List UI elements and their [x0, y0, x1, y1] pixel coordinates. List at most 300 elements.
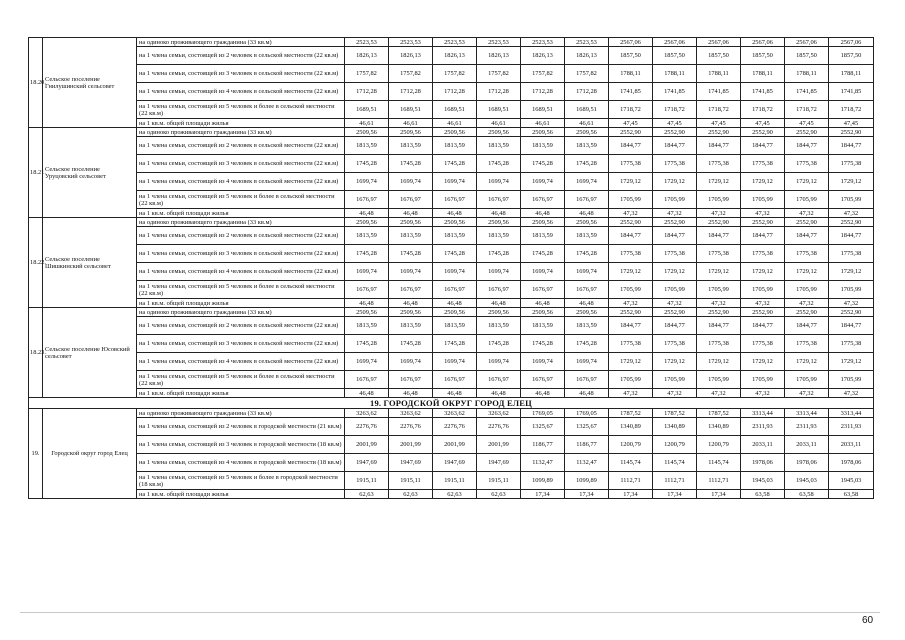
value-cell: 1676,97 — [565, 191, 609, 209]
value-cell: 1705,99 — [785, 371, 829, 389]
value-cell: 1099,89 — [565, 472, 609, 490]
value-cell: 1844,77 — [653, 137, 697, 155]
value-cell: 2276,76 — [433, 418, 477, 436]
value-cell: 1689,51 — [521, 101, 565, 119]
value-cell: 3313,44 — [785, 409, 829, 418]
value-cell: 1775,38 — [785, 335, 829, 353]
value-cell: 47,32 — [741, 209, 785, 218]
value-cell: 47,45 — [741, 119, 785, 128]
value-cell: 1775,38 — [653, 335, 697, 353]
value-cell: 1787,52 — [653, 409, 697, 418]
value-cell: 2509,56 — [389, 218, 433, 227]
value-cell: 1705,99 — [697, 371, 741, 389]
value-cell: 2552,90 — [653, 308, 697, 317]
value-cell: 1844,77 — [741, 317, 785, 335]
value-cell: 47,45 — [785, 119, 829, 128]
row-description: на 1 члена семьи, состоящей из 3 человек в сельской местности (22 кв.м) — [137, 245, 345, 263]
value-cell: 46,61 — [345, 119, 389, 128]
value-cell: 1745,28 — [565, 245, 609, 263]
row-description: на 1 кв.м. общей площади жилья — [137, 490, 345, 499]
value-cell: 1741,85 — [609, 83, 653, 101]
table-row — [29, 317, 874, 335]
value-cell: 47,32 — [697, 209, 741, 218]
table-row — [29, 436, 874, 454]
table-row — [29, 83, 874, 101]
row-description: на 1 члена семьи, состоящей из 2 человек в сельской местности (22 кв.м) — [137, 317, 345, 335]
value-cell: 2552,90 — [609, 218, 653, 227]
value-cell: 1729,12 — [653, 263, 697, 281]
value-cell: 1741,85 — [785, 83, 829, 101]
value-cell: 2523,53 — [433, 38, 477, 47]
value-cell: 2523,53 — [521, 38, 565, 47]
value-cell: 1915,11 — [433, 472, 477, 490]
row-description: на одиноко проживающего гражданина (33 кв.м) — [137, 218, 345, 227]
value-cell: 47,45 — [697, 119, 741, 128]
value-cell: 17,34 — [565, 490, 609, 499]
value-cell: 1699,74 — [345, 353, 389, 371]
value-cell: 1676,97 — [477, 371, 521, 389]
value-cell: 1132,47 — [521, 454, 565, 472]
section-heading: 19. ГОРОДСКОЙ ОКРУГ ГОРОД ЕЛЕЦ — [29, 398, 874, 409]
value-cell: 1775,38 — [697, 245, 741, 263]
row-description: на 1 члена семьи, состоящей из 5 человек и более в сельской местности (22 кв.м) — [137, 101, 345, 119]
table-row — [29, 191, 874, 209]
value-cell: 47,32 — [653, 299, 697, 308]
row-description: на 1 члена семьи, состоящей из 2 человек в сельской местности (22 кв.м) — [137, 137, 345, 155]
value-cell: 46,48 — [477, 389, 521, 398]
value-cell: 1186,77 — [565, 436, 609, 454]
value-cell: 1340,89 — [653, 418, 697, 436]
value-cell: 2509,56 — [389, 128, 433, 137]
value-cell: 1857,50 — [609, 47, 653, 65]
table-row — [29, 472, 874, 490]
value-cell: 1745,28 — [565, 335, 609, 353]
value-cell: 1705,99 — [653, 371, 697, 389]
value-cell: 1826,13 — [389, 47, 433, 65]
value-cell: 2552,90 — [697, 128, 741, 137]
value-cell: 1769,05 — [565, 409, 609, 418]
value-cell: 1325,67 — [521, 418, 565, 436]
value-cell: 1712,28 — [433, 83, 477, 101]
row-description: на одиноко проживающего гражданина (33 кв.м) — [137, 38, 345, 47]
value-cell: 2509,56 — [477, 308, 521, 317]
value-cell: 1729,12 — [697, 353, 741, 371]
value-cell: 46,61 — [477, 119, 521, 128]
value-cell: 1915,11 — [477, 472, 521, 490]
value-cell: 1699,74 — [477, 263, 521, 281]
value-cell: 1844,77 — [829, 317, 874, 335]
value-cell: 2552,90 — [697, 308, 741, 317]
table-row — [29, 227, 874, 245]
value-cell: 1813,59 — [345, 227, 389, 245]
value-cell: 1775,38 — [741, 245, 785, 263]
value-cell: 1676,97 — [389, 191, 433, 209]
row-description: на 1 члена семьи, состоящей из 4 человек в сельской местности (22 кв.м) — [137, 263, 345, 281]
value-cell: 1745,28 — [345, 335, 389, 353]
value-cell: 1813,59 — [433, 227, 477, 245]
value-cell: 1705,99 — [741, 281, 785, 299]
value-cell: 1745,28 — [433, 335, 477, 353]
row-description: на 1 члена семьи, состоящей из 5 человек и более в сельской местности (22 кв.м) — [137, 191, 345, 209]
table-row — [29, 371, 874, 389]
row-description: на 1 кв.м. общей площади жилья — [137, 119, 345, 128]
value-cell: 3263,62 — [477, 409, 521, 418]
value-cell: 1718,72 — [741, 101, 785, 119]
value-cell: 1813,59 — [389, 137, 433, 155]
value-cell: 1757,82 — [389, 65, 433, 83]
value-cell: 2509,56 — [433, 128, 477, 137]
value-cell: 1813,59 — [389, 227, 433, 245]
value-cell: 47,32 — [697, 299, 741, 308]
value-cell: 1757,82 — [433, 65, 477, 83]
value-cell: 1676,97 — [389, 371, 433, 389]
row-description: на одиноко проживающего гражданина (33 кв.м) — [137, 308, 345, 317]
value-cell: 1200,79 — [697, 436, 741, 454]
value-cell: 1915,11 — [345, 472, 389, 490]
value-cell: 1813,59 — [477, 317, 521, 335]
value-cell: 1813,59 — [477, 137, 521, 155]
value-cell: 2567,06 — [785, 38, 829, 47]
value-cell: 1186,77 — [521, 436, 565, 454]
value-cell: 1788,11 — [785, 65, 829, 83]
value-cell: 46,48 — [433, 299, 477, 308]
value-cell: 1745,28 — [477, 155, 521, 173]
value-cell: 1787,52 — [609, 409, 653, 418]
table-row — [29, 209, 874, 218]
value-cell: 2001,99 — [433, 436, 477, 454]
value-cell: 1813,59 — [477, 227, 521, 245]
value-cell: 3263,62 — [433, 409, 477, 418]
table-row — [29, 155, 874, 173]
value-cell: 62,63 — [433, 490, 477, 499]
section-number: 19. — [29, 409, 43, 499]
value-cell: 1729,12 — [653, 173, 697, 191]
value-cell: 1729,12 — [609, 173, 653, 191]
value-cell: 1945,03 — [741, 472, 785, 490]
value-cell: 1132,47 — [565, 454, 609, 472]
value-cell: 1676,97 — [345, 371, 389, 389]
value-cell: 17,34 — [697, 490, 741, 499]
table-row — [29, 299, 874, 308]
value-cell: 2523,53 — [477, 38, 521, 47]
value-cell: 1775,38 — [609, 155, 653, 173]
table-row — [29, 65, 874, 83]
value-cell: 46,48 — [521, 389, 565, 398]
value-cell: 2001,99 — [477, 436, 521, 454]
value-cell: 1676,97 — [477, 281, 521, 299]
table-row — [29, 38, 874, 47]
value-cell: 2552,90 — [697, 218, 741, 227]
section-number: 18.22. — [29, 218, 43, 308]
value-cell: 2552,90 — [741, 218, 785, 227]
tariff-table-body — [29, 38, 874, 499]
row-description: на 1 кв.м. общей площади жилья — [137, 389, 345, 398]
value-cell: 17,34 — [609, 490, 653, 499]
value-cell: 46,48 — [389, 389, 433, 398]
value-cell: 1676,97 — [521, 281, 565, 299]
value-cell: 47,32 — [829, 299, 874, 308]
value-cell: 47,32 — [653, 389, 697, 398]
value-cell: 2552,90 — [785, 308, 829, 317]
value-cell: 46,48 — [521, 209, 565, 218]
value-cell: 1813,59 — [345, 137, 389, 155]
value-cell: 1813,59 — [521, 137, 565, 155]
value-cell: 1844,77 — [785, 317, 829, 335]
value-cell: 46,61 — [565, 119, 609, 128]
value-cell: 2567,06 — [609, 38, 653, 47]
section-name: Сельское поселение Юсовский сельсовет — [43, 308, 137, 398]
value-cell: 2509,56 — [477, 218, 521, 227]
value-cell: 1745,28 — [389, 155, 433, 173]
value-cell: 1699,74 — [477, 353, 521, 371]
value-cell: 1729,12 — [741, 263, 785, 281]
value-cell: 1844,77 — [785, 137, 829, 155]
row-description: на 1 члена семьи, состоящей из 4 человек в сельской местности (22 кв.м) — [137, 83, 345, 101]
value-cell: 1705,99 — [829, 371, 874, 389]
value-cell: 1745,28 — [565, 155, 609, 173]
value-cell: 1745,28 — [345, 155, 389, 173]
value-cell: 1699,74 — [345, 263, 389, 281]
row-description: на одиноко проживающего гражданина (33 кв.м) — [137, 409, 345, 418]
value-cell: 1947,69 — [345, 454, 389, 472]
value-cell: 47,32 — [741, 389, 785, 398]
value-cell: 1757,82 — [477, 65, 521, 83]
value-cell: 1705,99 — [609, 281, 653, 299]
value-cell: 1712,28 — [389, 83, 433, 101]
row-description: на 1 члена семьи, состоящей из 3 человек в сельской местности (22 кв.м) — [137, 335, 345, 353]
value-cell: 46,61 — [521, 119, 565, 128]
value-cell: 1718,72 — [609, 101, 653, 119]
value-cell: 1718,72 — [785, 101, 829, 119]
value-cell: 1718,72 — [653, 101, 697, 119]
row-description: на 1 члена семьи, состоящей из 2 человек в сельской местности (22 кв.м) — [137, 227, 345, 245]
value-cell: 1718,72 — [697, 101, 741, 119]
value-cell: 1857,50 — [785, 47, 829, 65]
value-cell: 1099,89 — [521, 472, 565, 490]
value-cell: 1947,69 — [477, 454, 521, 472]
value-cell: 2033,11 — [741, 436, 785, 454]
value-cell: 46,48 — [565, 389, 609, 398]
value-cell: 1947,69 — [389, 454, 433, 472]
value-cell: 1788,11 — [697, 65, 741, 83]
table-row — [29, 353, 874, 371]
value-cell: 46,61 — [389, 119, 433, 128]
value-cell: 1676,97 — [345, 191, 389, 209]
value-cell: 62,63 — [477, 490, 521, 499]
value-cell: 2509,56 — [345, 218, 389, 227]
row-description: на 1 члена семьи, состоящей из 3 человек в сельской местности (22 кв.м) — [137, 155, 345, 173]
row-description: на 1 члена семьи, состоящей из 5 человек и более в сельской местности (22 кв.м) — [137, 371, 345, 389]
value-cell: 2276,76 — [345, 418, 389, 436]
value-cell: 1676,97 — [477, 191, 521, 209]
value-cell: 46,48 — [345, 389, 389, 398]
value-cell: 1729,12 — [785, 353, 829, 371]
value-cell: 1705,99 — [785, 191, 829, 209]
value-cell: 1857,50 — [697, 47, 741, 65]
value-cell: 1112,71 — [609, 472, 653, 490]
section-heading-row — [29, 398, 874, 409]
value-cell: 1729,12 — [829, 263, 874, 281]
value-cell: 1775,38 — [741, 335, 785, 353]
value-cell: 1844,77 — [653, 317, 697, 335]
value-cell: 1813,59 — [565, 137, 609, 155]
value-cell: 1718,72 — [829, 101, 874, 119]
value-cell: 1676,97 — [565, 371, 609, 389]
value-cell: 1340,89 — [697, 418, 741, 436]
value-cell: 1947,69 — [433, 454, 477, 472]
value-cell: 47,45 — [653, 119, 697, 128]
value-cell: 1775,38 — [785, 155, 829, 173]
value-cell: 1978,06 — [829, 454, 874, 472]
value-cell: 47,32 — [785, 209, 829, 218]
value-cell: 1699,74 — [521, 353, 565, 371]
value-cell: 1775,38 — [741, 155, 785, 173]
value-cell: 1826,13 — [521, 47, 565, 65]
value-cell: 1757,82 — [521, 65, 565, 83]
value-cell: 1729,12 — [653, 353, 697, 371]
table-row — [29, 128, 874, 137]
value-cell: 1745,28 — [345, 245, 389, 263]
value-cell: 1729,12 — [697, 173, 741, 191]
row-description: на 1 члена семьи, состоящей из 2 человек в городской местности (21 кв.м) — [137, 418, 345, 436]
value-cell: 1699,74 — [565, 263, 609, 281]
value-cell: 1844,77 — [829, 227, 874, 245]
value-cell: 1676,97 — [521, 371, 565, 389]
value-cell: 1689,51 — [565, 101, 609, 119]
value-cell: 1705,99 — [609, 371, 653, 389]
value-cell: 1745,28 — [433, 245, 477, 263]
value-cell: 46,48 — [565, 209, 609, 218]
value-cell: 47,32 — [697, 389, 741, 398]
value-cell: 1826,13 — [433, 47, 477, 65]
table-row — [29, 281, 874, 299]
table-row — [29, 119, 874, 128]
value-cell: 3263,62 — [345, 409, 389, 418]
value-cell: 1844,77 — [829, 137, 874, 155]
section-name: Городской округ город Елец — [43, 409, 137, 499]
row-description: на 1 члена семьи, состоящей из 2 человек в сельской местности (22 кв.м) — [137, 47, 345, 65]
value-cell: 2552,90 — [653, 218, 697, 227]
value-cell: 47,32 — [609, 299, 653, 308]
value-cell: 1775,38 — [829, 155, 874, 173]
value-cell: 2509,56 — [345, 308, 389, 317]
value-cell: 1699,74 — [477, 173, 521, 191]
value-cell: 1699,74 — [345, 173, 389, 191]
table-row — [29, 218, 874, 227]
value-cell: 2552,90 — [609, 128, 653, 137]
value-cell: 2509,56 — [521, 218, 565, 227]
value-cell: 1729,12 — [741, 353, 785, 371]
table-row — [29, 308, 874, 317]
value-cell: 1775,38 — [829, 335, 874, 353]
value-cell: 1699,74 — [433, 263, 477, 281]
value-cell: 1775,38 — [653, 245, 697, 263]
value-cell: 1699,74 — [389, 173, 433, 191]
value-cell: 1699,74 — [521, 173, 565, 191]
value-cell: 1676,97 — [433, 191, 477, 209]
value-cell: 2311,93 — [829, 418, 874, 436]
value-cell: 1729,12 — [741, 173, 785, 191]
value-cell: 1844,77 — [697, 137, 741, 155]
value-cell: 46,48 — [345, 209, 389, 218]
value-cell: 2509,56 — [389, 308, 433, 317]
value-cell: 1712,28 — [345, 83, 389, 101]
value-cell: 2033,11 — [829, 436, 874, 454]
value-cell: 1844,77 — [609, 317, 653, 335]
value-cell: 1705,99 — [829, 281, 874, 299]
value-cell: 2552,90 — [653, 128, 697, 137]
value-cell: 1325,67 — [565, 418, 609, 436]
value-cell: 1745,28 — [521, 155, 565, 173]
value-cell: 1826,13 — [345, 47, 389, 65]
value-cell: 1844,77 — [697, 317, 741, 335]
value-cell: 1745,28 — [521, 335, 565, 353]
value-cell: 46,48 — [433, 209, 477, 218]
table-row — [29, 137, 874, 155]
value-cell: 1813,59 — [565, 317, 609, 335]
value-cell: 1775,38 — [829, 245, 874, 263]
value-cell: 2509,56 — [521, 308, 565, 317]
table-row — [29, 335, 874, 353]
value-cell: 2552,90 — [785, 128, 829, 137]
value-cell: 1757,82 — [565, 65, 609, 83]
value-cell: 1741,85 — [653, 83, 697, 101]
value-cell: 1813,59 — [521, 317, 565, 335]
value-cell: 1729,12 — [609, 353, 653, 371]
value-cell: 2509,56 — [477, 128, 521, 137]
value-cell: 2509,56 — [433, 218, 477, 227]
value-cell: 1775,38 — [609, 335, 653, 353]
value-cell: 1200,79 — [609, 436, 653, 454]
value-cell: 2001,99 — [389, 436, 433, 454]
value-cell: 1844,77 — [609, 137, 653, 155]
value-cell: 47,45 — [609, 119, 653, 128]
value-cell: 3263,62 — [389, 409, 433, 418]
value-cell: 1705,99 — [653, 281, 697, 299]
value-cell: 1769,05 — [521, 409, 565, 418]
value-cell: 1813,59 — [433, 317, 477, 335]
value-cell: 1826,13 — [477, 47, 521, 65]
value-cell: 46,48 — [521, 299, 565, 308]
footer-divider — [20, 612, 880, 613]
row-description: на одиноко проживающего гражданина (33 кв.м) — [137, 128, 345, 137]
value-cell: 1978,06 — [785, 454, 829, 472]
value-cell: 1729,12 — [829, 173, 874, 191]
value-cell: 1676,97 — [433, 281, 477, 299]
value-cell: 1729,12 — [609, 263, 653, 281]
value-cell: 2523,53 — [565, 38, 609, 47]
value-cell: 2509,56 — [433, 308, 477, 317]
table-row — [29, 409, 874, 418]
value-cell: 1729,12 — [829, 353, 874, 371]
value-cell: 1945,03 — [829, 472, 874, 490]
value-cell: 2567,06 — [697, 38, 741, 47]
value-cell: 2552,90 — [785, 218, 829, 227]
value-cell: 1699,74 — [433, 173, 477, 191]
table-row — [29, 389, 874, 398]
value-cell: 2509,56 — [565, 128, 609, 137]
value-cell: 1788,11 — [609, 65, 653, 83]
value-cell: 2552,90 — [829, 128, 874, 137]
page-number: 60 — [862, 615, 874, 626]
value-cell: 1844,77 — [785, 227, 829, 245]
value-cell: 46,48 — [565, 299, 609, 308]
value-cell: 1788,11 — [653, 65, 697, 83]
value-cell: 1689,51 — [433, 101, 477, 119]
table-row — [29, 454, 874, 472]
row-description: на 1 члена семьи, состоящей из 5 человек и более в сельской местности (22 кв.м) — [137, 281, 345, 299]
row-description: на 1 члена семьи, состоящей из 5 человек и более в городской местности (18 кв.м) — [137, 472, 345, 490]
